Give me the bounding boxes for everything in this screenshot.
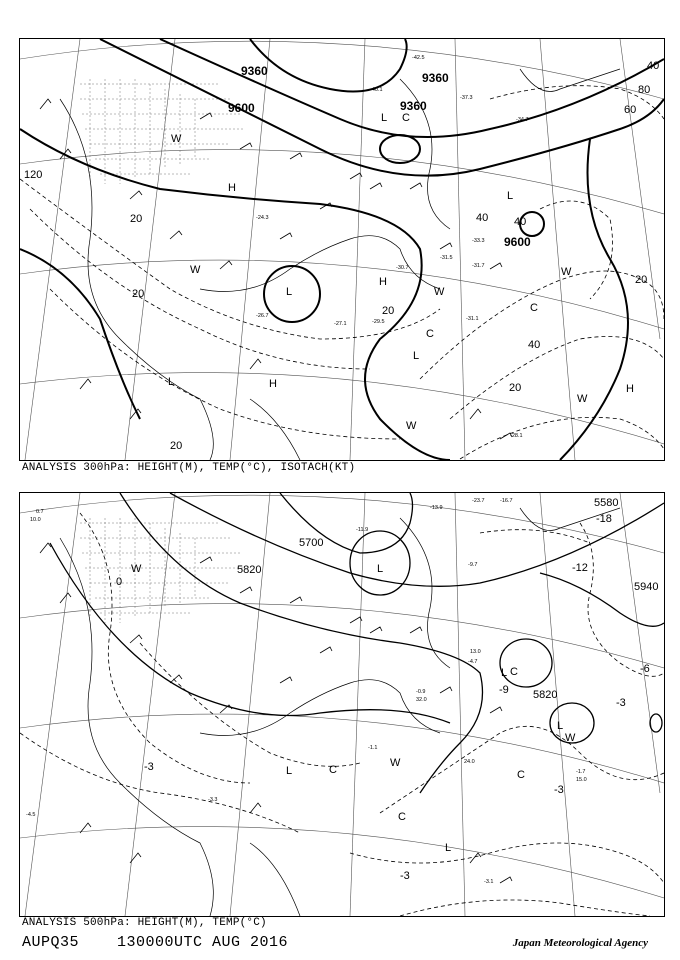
svg-text:9600: 9600 bbox=[504, 235, 531, 249]
svg-text:-4.5: -4.5 bbox=[26, 812, 36, 818]
wind-barbs bbox=[40, 543, 512, 883]
svg-text:9360: 9360 bbox=[400, 99, 427, 113]
svg-text:L: L bbox=[286, 765, 293, 777]
svg-text:9360: 9360 bbox=[422, 71, 449, 85]
svg-text:L: L bbox=[557, 720, 564, 732]
station-data bbox=[256, 55, 529, 439]
svg-text:W: W bbox=[434, 286, 445, 298]
svg-text:W: W bbox=[406, 420, 417, 432]
coastlines bbox=[60, 69, 620, 460]
svg-text:W: W bbox=[390, 757, 401, 769]
svg-text:-29.5: -29.5 bbox=[372, 319, 385, 325]
svg-text:-3: -3 bbox=[616, 697, 626, 709]
svg-text:-3: -3 bbox=[554, 784, 564, 796]
svg-text:L: L bbox=[286, 286, 293, 298]
graticule bbox=[20, 493, 664, 916]
svg-text:20: 20 bbox=[170, 440, 183, 452]
svg-text:L: L bbox=[445, 842, 452, 854]
svg-text:5820: 5820 bbox=[237, 564, 262, 576]
svg-text:-0.9: -0.9 bbox=[416, 689, 426, 695]
svg-text:0: 0 bbox=[116, 576, 123, 588]
terrain-hatch bbox=[80, 79, 245, 184]
svg-text:C: C bbox=[329, 764, 337, 776]
svg-text:-18: -18 bbox=[596, 513, 612, 525]
svg-text:40: 40 bbox=[476, 212, 489, 224]
svg-text:-1.1: -1.1 bbox=[368, 745, 378, 751]
svg-text:-9: -9 bbox=[499, 684, 509, 696]
svg-text:40: 40 bbox=[647, 60, 660, 72]
svg-text:-28.1: -28.1 bbox=[510, 433, 523, 439]
svg-text:L: L bbox=[168, 376, 175, 388]
svg-text:-13.9: -13.9 bbox=[430, 505, 443, 511]
svg-text:20: 20 bbox=[509, 382, 522, 394]
svg-text:-34.7: -34.7 bbox=[516, 117, 529, 123]
height-labels bbox=[237, 497, 658, 701]
svg-text:-16.7: -16.7 bbox=[500, 498, 513, 504]
svg-text:9360: 9360 bbox=[241, 64, 268, 78]
caption-500hpa: ANALYSIS 500hPa: HEIGHT(M), TEMP(°C) bbox=[22, 917, 267, 929]
svg-text:-23.7: -23.7 bbox=[472, 498, 485, 504]
svg-text:-1.7: -1.7 bbox=[576, 769, 586, 775]
svg-text:20: 20 bbox=[635, 274, 648, 286]
svg-text:32.0: 32.0 bbox=[416, 697, 427, 703]
svg-text:L: L bbox=[377, 563, 384, 575]
svg-text:20: 20 bbox=[130, 213, 143, 225]
svg-text:5940: 5940 bbox=[634, 581, 659, 593]
svg-text:-11.9: -11.9 bbox=[356, 527, 369, 533]
svg-text:W: W bbox=[565, 732, 576, 744]
svg-text:H: H bbox=[379, 276, 387, 288]
svg-text:120: 120 bbox=[24, 169, 43, 181]
svg-text:-33.3: -33.3 bbox=[472, 238, 485, 244]
svg-text:-26.7: -26.7 bbox=[256, 313, 269, 319]
svg-text:-42.5: -42.5 bbox=[412, 55, 425, 61]
svg-text:-40.1: -40.1 bbox=[370, 87, 383, 93]
svg-text:-3.3: -3.3 bbox=[208, 797, 218, 803]
svg-text:20: 20 bbox=[382, 305, 395, 317]
svg-text:40: 40 bbox=[514, 216, 527, 228]
svg-text:C: C bbox=[402, 112, 410, 124]
svg-text:C: C bbox=[398, 811, 406, 823]
svg-text:C: C bbox=[510, 666, 518, 678]
svg-text:L: L bbox=[501, 667, 508, 679]
analysis-500hpa-chart bbox=[19, 492, 665, 917]
svg-text:-31.1: -31.1 bbox=[466, 316, 479, 322]
valid-time: 130000UTC AUG 2016 bbox=[117, 934, 289, 951]
svg-text:H: H bbox=[626, 383, 634, 395]
svg-text:5700: 5700 bbox=[299, 537, 324, 549]
svg-text:-12: -12 bbox=[572, 562, 588, 574]
agency-credit: Japan Meteorological Agency bbox=[512, 937, 648, 949]
svg-text:-3: -3 bbox=[400, 870, 410, 882]
svg-text:-9.7: -9.7 bbox=[468, 562, 478, 568]
svg-text:20: 20 bbox=[132, 288, 145, 300]
svg-text:-4.7: -4.7 bbox=[468, 659, 478, 665]
svg-text:W: W bbox=[561, 266, 572, 278]
svg-text:10.0: 10.0 bbox=[30, 517, 41, 523]
svg-text:5820: 5820 bbox=[533, 689, 558, 701]
chart-500hpa-svg bbox=[20, 493, 664, 916]
svg-text:-3.1: -3.1 bbox=[484, 879, 494, 885]
svg-text:C: C bbox=[517, 769, 525, 781]
svg-text:0.7: 0.7 bbox=[36, 509, 44, 515]
height-contours bbox=[50, 493, 664, 793]
svg-text:L: L bbox=[381, 112, 388, 124]
svg-text:15.0: 15.0 bbox=[576, 777, 587, 783]
product-header bbox=[22, 934, 288, 951]
svg-text:40: 40 bbox=[528, 339, 541, 351]
svg-text:9600: 9600 bbox=[228, 101, 255, 115]
chart-300hpa-svg bbox=[20, 39, 664, 460]
svg-text:-3: -3 bbox=[144, 761, 154, 773]
svg-text:24.0: 24.0 bbox=[464, 759, 475, 765]
svg-text:W: W bbox=[577, 393, 588, 405]
svg-text:W: W bbox=[190, 264, 201, 276]
isotherm-contours bbox=[20, 513, 664, 916]
svg-text:80: 80 bbox=[638, 84, 651, 96]
svg-text:W: W bbox=[131, 563, 142, 575]
product-id: AUPQ35 bbox=[22, 934, 80, 951]
caption-300hpa: ANALYSIS 300hPa: HEIGHT(M), TEMP(°C), ISOTACH(KT) bbox=[22, 462, 356, 474]
svg-text:-30.7: -30.7 bbox=[396, 265, 409, 271]
svg-text:60: 60 bbox=[624, 104, 637, 116]
height-contours bbox=[20, 39, 664, 460]
svg-text:C: C bbox=[426, 328, 434, 340]
svg-text:W: W bbox=[171, 133, 182, 145]
svg-text:13.0: 13.0 bbox=[470, 649, 481, 655]
svg-text:5580: 5580 bbox=[594, 497, 619, 509]
svg-text:C: C bbox=[530, 302, 538, 314]
svg-text:H: H bbox=[228, 182, 236, 194]
svg-text:L: L bbox=[413, 350, 420, 362]
svg-text:-37.3: -37.3 bbox=[460, 95, 473, 101]
svg-text:-24.3: -24.3 bbox=[256, 215, 269, 221]
svg-text:-31.7: -31.7 bbox=[472, 263, 485, 269]
svg-text:-6: -6 bbox=[640, 663, 650, 675]
terrain-hatch bbox=[80, 518, 245, 623]
graticule bbox=[20, 39, 664, 460]
analysis-300hpa-chart bbox=[19, 38, 665, 461]
svg-text:-27.1: -27.1 bbox=[334, 321, 347, 327]
svg-text:-31.5: -31.5 bbox=[440, 255, 453, 261]
svg-text:H: H bbox=[269, 378, 277, 390]
svg-text:L: L bbox=[507, 190, 514, 202]
